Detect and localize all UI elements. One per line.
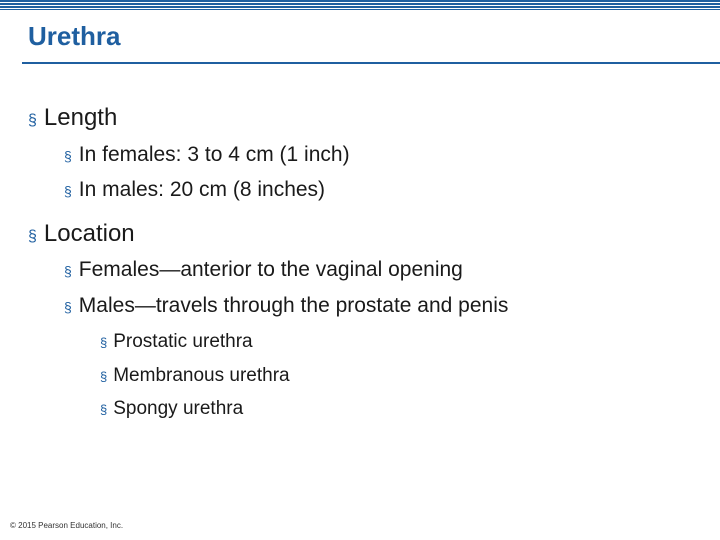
square-bullet-icon: § xyxy=(28,228,37,245)
slide-title: Urethra xyxy=(28,21,121,51)
bullet-text: Prostatic urethra xyxy=(113,331,253,352)
bullet-item-location xyxy=(28,220,135,248)
bullet-item-males-location xyxy=(64,294,508,318)
bullet-text: Females—anterior to the vaginal opening xyxy=(78,258,463,281)
bullet-item-males-length xyxy=(64,178,325,202)
square-bullet-icon: § xyxy=(100,402,108,417)
bullet-text: Males—travels through the prostate and penis xyxy=(78,294,509,317)
bullet-item-spongy xyxy=(100,398,243,420)
square-bullet-icon: § xyxy=(100,335,108,350)
square-bullet-icon: § xyxy=(64,148,72,164)
bullet-text: In females: 3 to 4 cm (1 inch) xyxy=(78,143,350,166)
square-bullet-icon: § xyxy=(100,369,108,384)
square-bullet-icon: § xyxy=(64,263,72,279)
bullet-text: Location xyxy=(43,220,135,247)
square-bullet-icon: § xyxy=(28,112,37,129)
bullet-item-females-location xyxy=(64,258,463,282)
bullet-text: Length xyxy=(43,104,118,131)
bullet-item-membranous xyxy=(100,365,290,387)
square-bullet-icon: § xyxy=(64,183,72,199)
square-bullet-icon: § xyxy=(64,299,72,315)
copyright-footer: © 2015 Pearson Education, Inc. xyxy=(10,521,124,530)
bullet-item-females-length xyxy=(64,143,350,167)
bullet-text: Spongy urethra xyxy=(113,398,244,419)
bullet-item-prostatic xyxy=(100,331,253,353)
bullet-text: Membranous urethra xyxy=(113,365,290,386)
bullet-item-length xyxy=(28,104,117,132)
bullet-text: In males: 20 cm (8 inches) xyxy=(78,178,326,201)
